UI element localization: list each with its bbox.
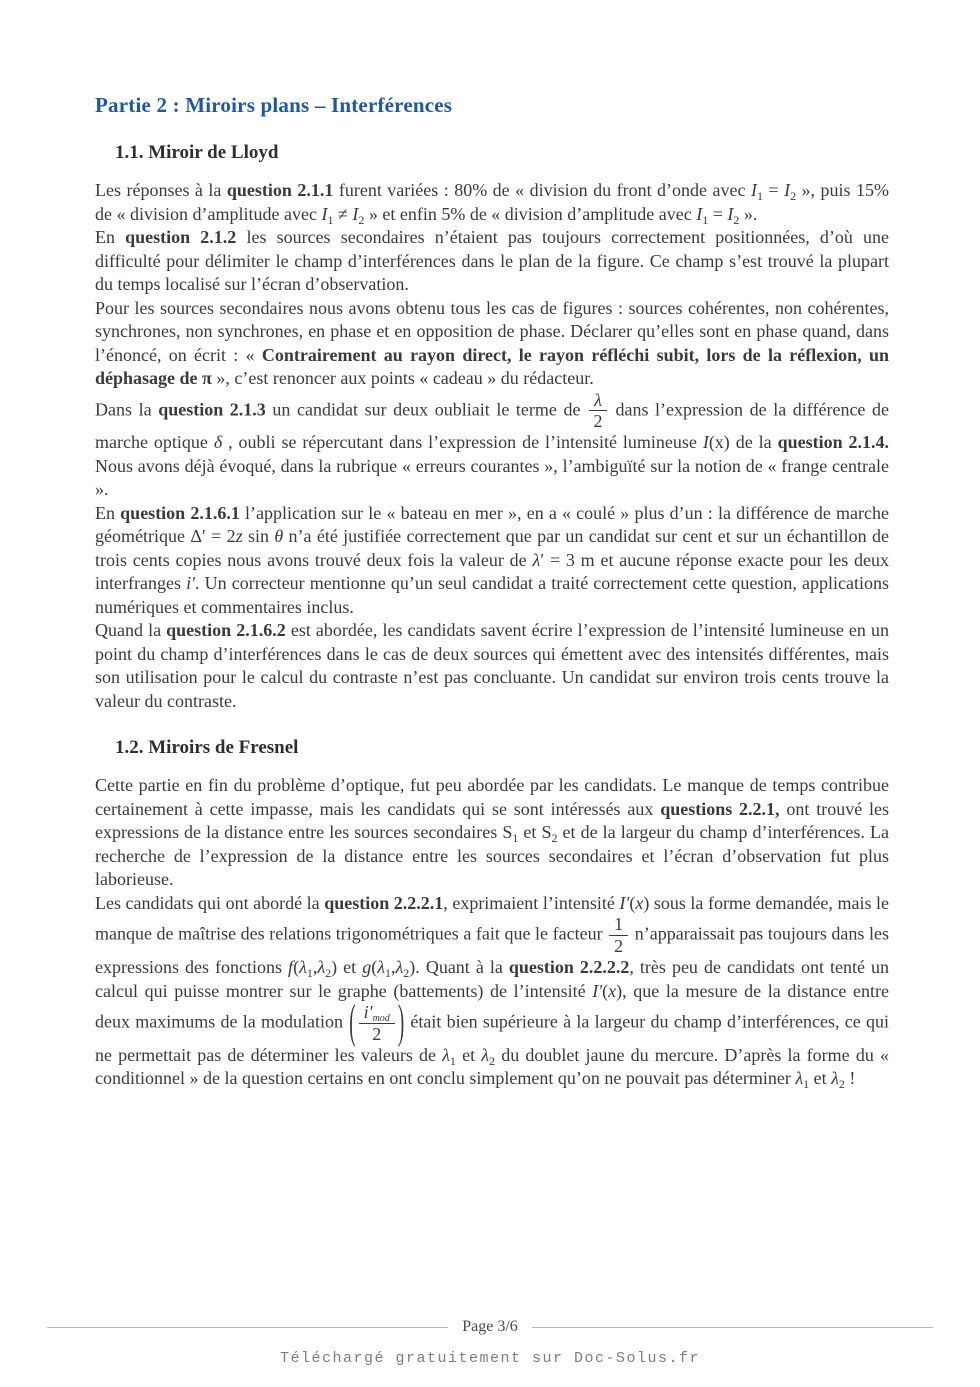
text-run: z: [235, 526, 243, 547]
text-run: Dans la: [95, 399, 159, 420]
text-run: λ: [795, 1068, 804, 1089]
text-run: 1: [614, 914, 624, 935]
footer-rule-left: [47, 1327, 448, 1328]
text-run: question 2.1.2: [125, 227, 237, 247]
text-run: Les réponses à la: [95, 180, 227, 200]
text-run: λ: [594, 389, 602, 410]
text-run: questions 2.2.1,: [660, 798, 780, 819]
text-run: g: [362, 957, 372, 978]
text-run: et aucune réponse exacte pour les deux interfranges: [95, 549, 890, 594]
paragraph: [95, 297, 889, 391]
text-run: 2: [838, 1077, 845, 1092]
text-run: n’apparaissait pas toujours dans les expressions des fonctions: [95, 923, 889, 978]
text-run: 1: [306, 966, 313, 981]
text-run: λ: [442, 1044, 450, 1065]
text-run: Δ′ = 2: [190, 526, 236, 547]
math-fraction: $\frac{1}{2}$: [607, 915, 630, 956]
text-run: I: [352, 203, 359, 224]
text-run: (: [629, 892, 636, 913]
footer-rule: [47, 1318, 933, 1336]
text-run: 2: [403, 966, 410, 981]
text-run: question 2.1.6.1: [120, 502, 240, 523]
math-paren: (: [349, 996, 356, 1050]
text-run: Contrairement au rayon direct, le rayon réfléchi subit, lors de la réflexion, un déphasage de π: [95, 344, 889, 388]
text-run: , oubli se répercutant dans l’expression de l’intensité lumineuse: [222, 432, 703, 453]
text-run: (: [371, 957, 378, 978]
text-run: En: [95, 227, 126, 247]
text-run: mod: [372, 1013, 390, 1025]
text-run: ): [331, 957, 338, 978]
document-content: [95, 93, 889, 1091]
paragraph: [95, 226, 889, 297]
text-run: 1: [449, 1053, 456, 1068]
text-run: question 2.1.3: [158, 399, 266, 420]
paragraph: [95, 502, 889, 620]
text-run: ,: [312, 957, 318, 978]
text-run: est abordée, les candidats savent écrire l’expression de l’intensité lumineuse en un point du champ d’interférences dans le cas de deux sources qui émettent avec des intensités différentes, mais son utilisation pour le calcul du contraste n’est pas concluante. Un candidat sur environ trois cents trouve la valeur du contraste.: [95, 620, 889, 711]
math-fraction: $\frac{\lambda}{2}$: [587, 391, 609, 432]
text-run: λ: [299, 957, 307, 978]
text-run: , très peu de candidats ont tenté un calcul qui puisse montrer sur le graphe (battements) de l’intensité: [95, 957, 889, 1001]
text-run: et: [809, 1068, 832, 1089]
paragraph: [95, 892, 889, 1091]
paragraph: [95, 391, 889, 502]
text-run: ont trouvé les expressions de la distance entre les sources secondaires S: [95, 798, 890, 843]
text-run: Les candidats qui ont abordé la: [95, 892, 325, 913]
text-run: question 2.1.4.: [777, 432, 890, 453]
text-run: du doublet jaune du mercure. D’après la forme du « conditionnel » de la question certains en ont conclu simplement qu’on ne pouvait pas déterminer: [95, 1044, 889, 1089]
text-run: Nous avons déjà évoqué, dans la rubrique « erreurs courantes », l’ambiguïté sur la notion de « frange centrale ».: [95, 455, 889, 500]
text-run: 2: [733, 212, 740, 227]
text-run: n’a été justifiée correctement que par un candidat sur cent et sur un échantillon de trois cents copies nous avons trouvé deux fois la valeur de: [95, 526, 889, 570]
text-run: λ: [395, 957, 404, 978]
text-run: I: [702, 432, 709, 453]
text-run: 2: [489, 1053, 496, 1068]
text-run: et S: [518, 822, 552, 843]
text-run: =: [708, 203, 728, 224]
text-run: x: [635, 892, 644, 913]
text-run: ,: [391, 957, 396, 978]
paragraph: [95, 619, 889, 713]
text-run: Pour les sources secondaires nous avons obtenu tous les cas de figures : sources cohérentes, non cohérentes, synchrones, non synchrones, en phase et en opposition de phase. Déclarer qu’elles sont en phase quand, dans l’énoncé, on écrit : «: [95, 297, 889, 365]
text-run: I: [727, 203, 734, 224]
text-run: question 2.1.1: [226, 180, 334, 200]
section-heading: 1.2. Miroirs de Fresnel: [115, 737, 299, 759]
text-run: Cette partie en fin du problème d’optique, fut peu abordée par les candidats. Le manque de temps contribue certainement à cette impasse, mais les candidats qui se sont intéressés aux: [95, 775, 889, 819]
text-run: 2: [325, 966, 332, 981]
text-run: x: [608, 980, 617, 1001]
text-run: λ: [377, 957, 385, 978]
text-run: l’application sur le « bateau en mer », en a « coulé » plus d’un : la différence de marche géométrique: [95, 502, 889, 547]
text-run: 1: [803, 1077, 810, 1092]
text-run: Quand la: [95, 620, 167, 641]
section-heading: 1.1. Miroir de Lloyd: [115, 142, 279, 163]
text-run: ′ = 3 m: [540, 549, 595, 570]
text-run: (x) de la: [708, 432, 778, 453]
page-number: Page 3/6: [462, 1318, 518, 1335]
text-run: , que la mesure de la distance entre deux maximums de la modulation: [95, 980, 889, 1032]
text-run: I′: [619, 892, 630, 913]
text-run: furent variées : 80% de « division du front d’onde avec: [333, 180, 751, 200]
text-run: =: [762, 180, 785, 200]
text-run: I′: [592, 980, 603, 1001]
text-run: λ: [532, 549, 541, 570]
paragraph: [95, 774, 889, 892]
text-run: 1: [702, 212, 709, 227]
text-run: δ: [213, 432, 223, 453]
text-run: ».: [739, 203, 758, 224]
text-run: f: [288, 957, 294, 978]
page-title: Partie 2 : Miroirs plans – Interférences: [95, 93, 453, 117]
text-run: i′: [186, 573, 196, 594]
text-run: un candidat sur deux oubliait le terme de: [265, 399, 588, 420]
text-run: 1: [327, 212, 334, 227]
text-run: λ: [317, 957, 326, 978]
text-run: sin: [242, 526, 275, 547]
text-run: I: [696, 203, 703, 224]
text-run: ≠: [333, 203, 353, 224]
text-run: question 2.2.2.1: [324, 892, 444, 913]
text-run: 1: [756, 189, 763, 203]
text-run: i′: [363, 1002, 373, 1023]
text-run: ): [616, 980, 623, 1001]
text-run: », puis 15% de « division d’amplitude avec: [95, 180, 889, 224]
text-run: et: [337, 957, 363, 978]
text-run: et de la largeur du champ d’interférences. La recherche de l’expression de la distance entre les sources secondaires et l’écran d’observation fut plus laborieuse.: [95, 822, 889, 890]
text-run: », c’est renoncer aux points « cadeau » du rédacteur.: [211, 368, 594, 388]
text-run: était bien supérieure à la largeur du champ d’interférences, ce qui ne permettait pas de déterminer les valeurs de: [95, 1011, 889, 1065]
text-run: les sources secondaires n’étaient pas toujours correctement positionnées, d’où une difficulté pour délimiter le champ d’interférences dans le plan de la figure. Ce champ s’est trouvé la plupart du temps localisé sur l’écran d’observation.: [95, 227, 890, 294]
text-run: (: [293, 957, 300, 978]
text-run: I: [750, 180, 757, 200]
text-run: 1: [512, 831, 519, 846]
document-blocks: [95, 142, 889, 1091]
text-run: !: [844, 1068, 856, 1089]
text-run: 2: [790, 189, 797, 203]
text-run: I: [784, 180, 791, 200]
text-run: , exprimaient l’intensité: [443, 892, 620, 913]
text-run: ): [409, 957, 416, 978]
text-run: λ: [831, 1068, 839, 1089]
text-run: 2: [358, 212, 365, 227]
footer-rule-right: [532, 1327, 933, 1328]
text-run: dans l’expression de la différence de marche optique: [95, 399, 890, 453]
text-run: (: [602, 980, 609, 1001]
text-run: . Quant à la: [415, 957, 509, 978]
text-run: sous la forme demandée, mais le manque de maîtrise des relations trigonométriques a fait que le facteur: [95, 892, 889, 944]
text-run: 2: [551, 831, 558, 846]
download-note: Téléchargé gratuitement sur Doc-Solus.fr: [279, 1350, 701, 1367]
math-fraction: $\frac{i'_{mod}}{2}$: [357, 1003, 397, 1044]
text-run: I: [321, 203, 328, 224]
text-run: λ: [481, 1044, 490, 1065]
math-paren: ): [397, 996, 405, 1050]
paragraph: [95, 179, 889, 226]
text-run: question 2.2.2.2: [508, 957, 630, 978]
text-run: et: [455, 1044, 482, 1065]
text-run: question 2.1.6.2: [166, 620, 286, 641]
text-run: 1: [385, 966, 391, 981]
text-run: ): [643, 892, 650, 913]
text-run: . Un correcteur mentionne qu’un seul candidat a traité correctement cette question, applications numériques et commentaires inclus.: [95, 573, 889, 617]
text-run: En: [95, 502, 121, 523]
text-run: θ: [274, 526, 284, 547]
text-run: » et enfin 5% de « division d’amplitude avec: [364, 203, 697, 224]
